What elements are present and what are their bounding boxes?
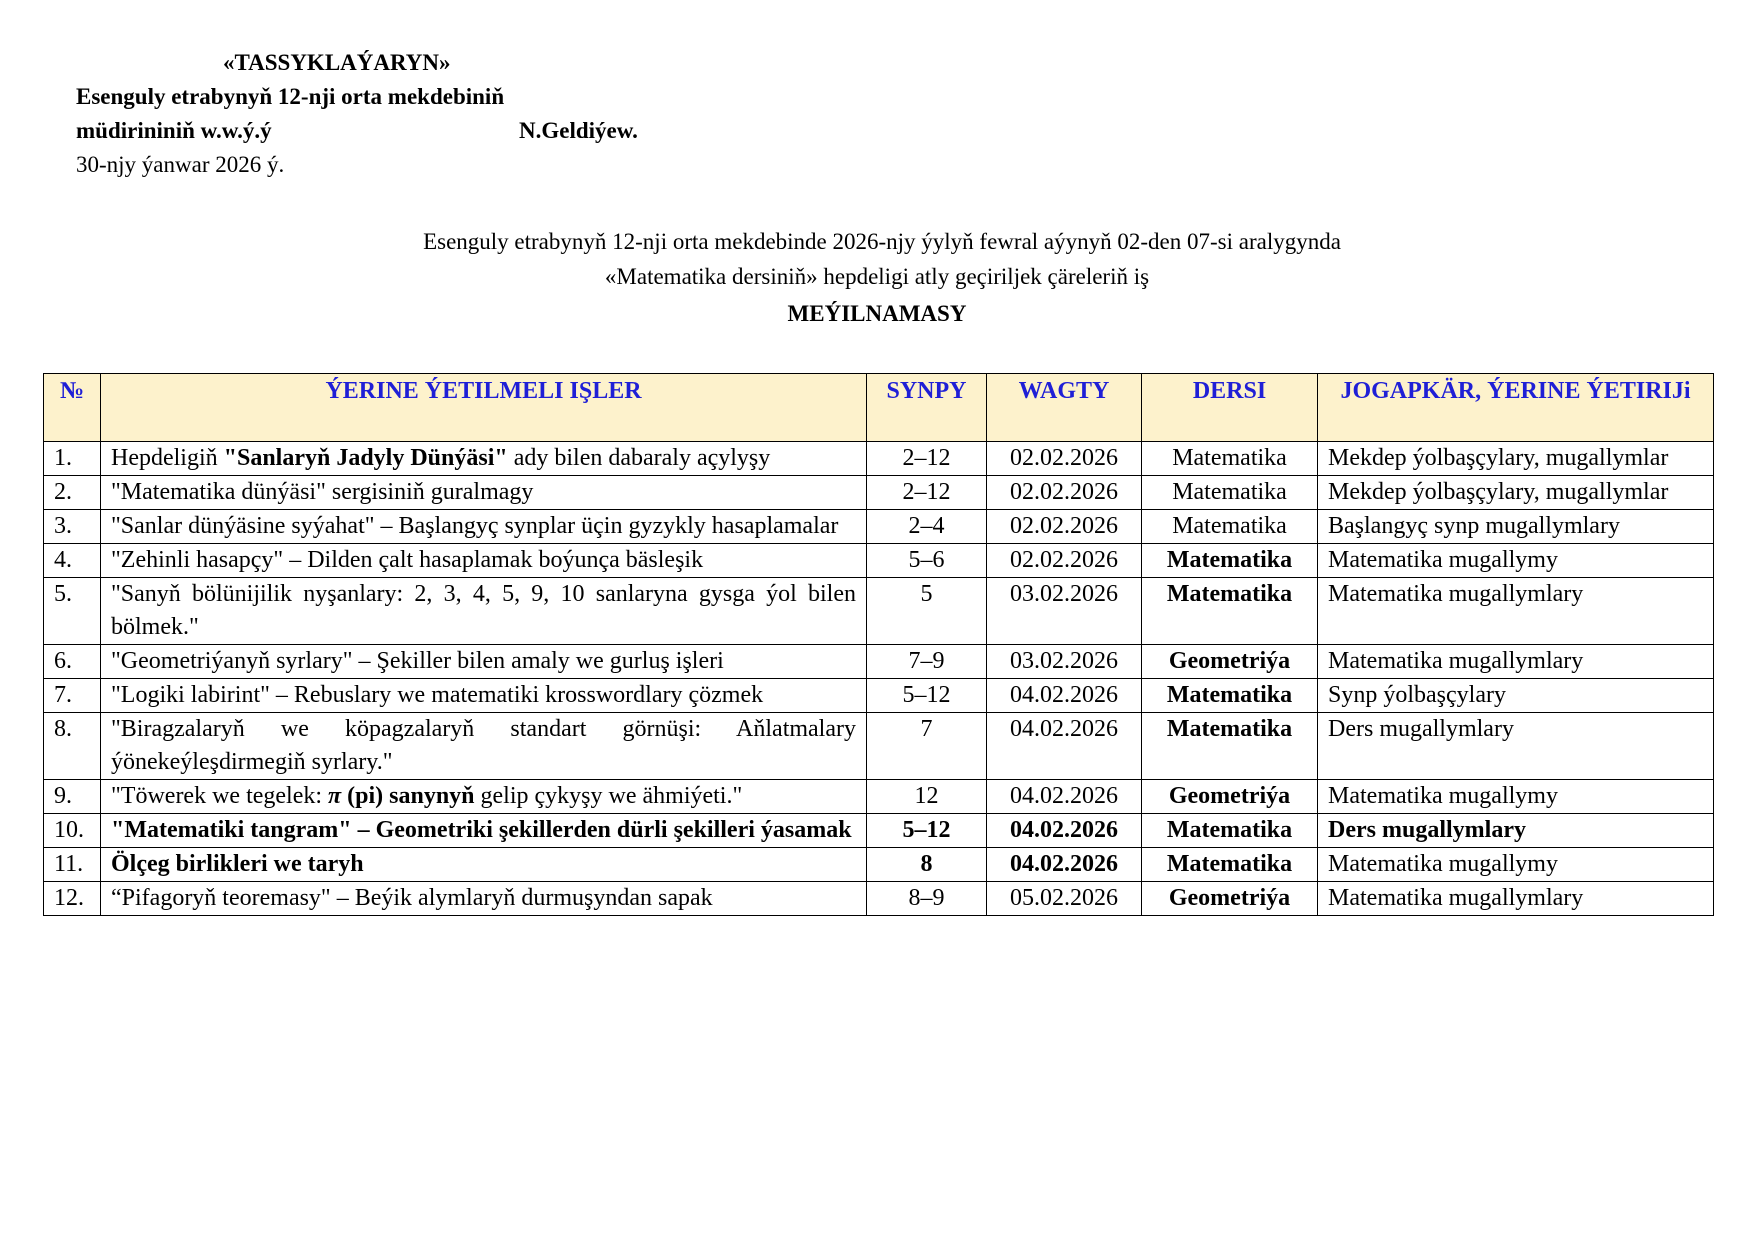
document-heading bbox=[0, 224, 1754, 331]
table-header-row bbox=[44, 374, 1714, 442]
table-row bbox=[44, 882, 1714, 916]
row-date: 04.02.2026 bbox=[987, 780, 1142, 814]
row-subject: Matematika bbox=[1142, 442, 1318, 476]
table-row bbox=[44, 578, 1714, 645]
row-num: 3. bbox=[44, 510, 101, 544]
row-responsible: Matematika mugallymlary bbox=[1318, 645, 1714, 679]
row-responsible: Matematika mugallymlary bbox=[1318, 578, 1714, 645]
row-date: 03.02.2026 bbox=[987, 645, 1142, 679]
row-responsible: Mekdep ýolbaşçylary, mugallymlar bbox=[1318, 442, 1714, 476]
row-num: 11. bbox=[44, 848, 101, 882]
row-date: 02.02.2026 bbox=[987, 442, 1142, 476]
row-date: 04.02.2026 bbox=[987, 814, 1142, 848]
row-work-post: ady bilen dabaraly açylyşy bbox=[507, 445, 771, 471]
row-work: "Logiki labirint" – Rebuslary we matematiki krosswordlary çözmek bbox=[101, 679, 867, 713]
heading-line2: «Matematika dersiniň» hepdeligi atly geçiriljek çäreleriň iş bbox=[604, 264, 1150, 289]
row-date: 03.02.2026 bbox=[987, 578, 1142, 645]
approval-position: müdirininiň w.w.ý.ý bbox=[76, 118, 272, 143]
row-work: "Matematiki tangram" – Geometriki şekillerden dürli şekilleri ýasamak bbox=[101, 814, 867, 848]
row-grade: 5–6 bbox=[867, 544, 987, 578]
row-subject: Matematika bbox=[1142, 578, 1318, 645]
row-subject: Geometriýa bbox=[1142, 645, 1318, 679]
row-responsible: Matematika mugallymlary bbox=[1318, 882, 1714, 916]
header-work: ÝERINE ÝETILMELI IŞLER bbox=[101, 374, 867, 442]
row-date: 05.02.2026 bbox=[987, 882, 1142, 916]
row-grade: 2–12 bbox=[867, 442, 987, 476]
table-row bbox=[44, 544, 1714, 578]
approval-signer: N.Geldiýew. bbox=[519, 118, 638, 143]
row-grade: 12 bbox=[867, 780, 987, 814]
row-subject: Matematika bbox=[1142, 544, 1318, 578]
row-subject: Matematika bbox=[1142, 814, 1318, 848]
approval-title: «TASSYKLAÝARYN» bbox=[223, 50, 451, 75]
pi-symbol: π bbox=[328, 783, 342, 809]
row-grade: 2–12 bbox=[867, 476, 987, 510]
row-grade: 7 bbox=[867, 713, 987, 780]
row-grade: 8–9 bbox=[867, 882, 987, 916]
row-work-pre: "Töwerek we tegelek: bbox=[111, 783, 329, 809]
row-num: 8. bbox=[44, 713, 101, 780]
row-work-bold: (pi) sanynyň bbox=[341, 783, 475, 809]
row-num: 4. bbox=[44, 544, 101, 578]
row-num: 5. bbox=[44, 578, 101, 645]
row-work-post: gelip çykyşy we ähmiýeti." bbox=[474, 783, 743, 809]
heading-line1: Esenguly etrabynyň 12-nji orta mekdebinde 2026-njy ýylyň fewral aýynyň 02-den 07-si aralygynda bbox=[423, 229, 1341, 254]
row-responsible: Ders mugallymlary bbox=[1318, 713, 1714, 780]
row-subject: Matematika bbox=[1142, 713, 1318, 780]
table-row bbox=[44, 780, 1714, 814]
row-work: Ölçeg birlikleri we taryh bbox=[101, 848, 867, 882]
row-date: 04.02.2026 bbox=[987, 848, 1142, 882]
row-work: "Sanyň bölünijilik nyşanlary: 2, 3, 4, 5, 9, 10 sanlaryna gysga ýol bilen bölmek." bbox=[101, 578, 867, 645]
row-num: 7. bbox=[44, 679, 101, 713]
table-row bbox=[44, 645, 1714, 679]
approval-block bbox=[76, 46, 638, 182]
row-work-bold: "Sanlaryň Jadyly Dünýäsi" bbox=[223, 445, 508, 471]
document-title: MEÝILNAMASY bbox=[787, 301, 967, 326]
row-grade: 8 bbox=[867, 848, 987, 882]
row-num: 6. bbox=[44, 645, 101, 679]
row-responsible: Başlangyç synp mugallymlary bbox=[1318, 510, 1714, 544]
row-subject: Matematika bbox=[1142, 476, 1318, 510]
row-date: 02.02.2026 bbox=[987, 544, 1142, 578]
row-work bbox=[101, 442, 867, 476]
header-num: № bbox=[44, 374, 101, 442]
table-row bbox=[44, 814, 1714, 848]
header-responsible: JOGAPKÄR, ÝERINE ÝETIRIJi bbox=[1318, 374, 1714, 442]
row-responsible: Synp ýolbaşçylary bbox=[1318, 679, 1714, 713]
table-row bbox=[44, 848, 1714, 882]
row-num: 2. bbox=[44, 476, 101, 510]
row-responsible: Ders mugallymlary bbox=[1318, 814, 1714, 848]
header-grade: SYNPY bbox=[867, 374, 987, 442]
row-responsible: Matematika mugallymy bbox=[1318, 848, 1714, 882]
row-responsible: Matematika mugallymy bbox=[1318, 544, 1714, 578]
row-grade: 2–4 bbox=[867, 510, 987, 544]
approval-sign-row bbox=[76, 114, 638, 148]
row-subject: Geometriýa bbox=[1142, 780, 1318, 814]
row-work bbox=[101, 780, 867, 814]
row-responsible: Matematika mugallymy bbox=[1318, 780, 1714, 814]
row-work: "Geometriýanyň syrlary" – Şekiller bilen amaly we gurluş işleri bbox=[101, 645, 867, 679]
row-grade: 5 bbox=[867, 578, 987, 645]
row-date: 04.02.2026 bbox=[987, 713, 1142, 780]
row-work: "Sanlar dünýäsine syýahat" – Başlangyç synplar üçin gyzykly hasaplamalar bbox=[101, 510, 867, 544]
approval-date: 30-njy ýanwar 2026 ý. bbox=[76, 152, 285, 177]
table-row bbox=[44, 442, 1714, 476]
row-work-pre: Hepdeligiň bbox=[111, 445, 224, 471]
row-subject: Matematika bbox=[1142, 510, 1318, 544]
row-date: 04.02.2026 bbox=[987, 679, 1142, 713]
row-num: 12. bbox=[44, 882, 101, 916]
row-date: 02.02.2026 bbox=[987, 510, 1142, 544]
row-subject: Matematika bbox=[1142, 848, 1318, 882]
header-subject: DERSI bbox=[1142, 374, 1318, 442]
table-row bbox=[44, 713, 1714, 780]
row-responsible: Mekdep ýolbaşçylary, mugallymlar bbox=[1318, 476, 1714, 510]
row-grade: 7–9 bbox=[867, 645, 987, 679]
row-work: “Pifagoryň teoremasy" – Beýik alymlaryň durmuşyndan sapak bbox=[101, 882, 867, 916]
table-row bbox=[44, 476, 1714, 510]
row-subject: Matematika bbox=[1142, 679, 1318, 713]
row-date: 02.02.2026 bbox=[987, 476, 1142, 510]
row-grade: 5–12 bbox=[867, 814, 987, 848]
row-num: 9. bbox=[44, 780, 101, 814]
approval-school-line: Esenguly etrabynyň 12-nji orta mekdebiniň bbox=[76, 84, 505, 109]
header-time: WAGTY bbox=[987, 374, 1142, 442]
row-work: "Matematika dünýäsi" sergisiniň guralmagy bbox=[101, 476, 867, 510]
row-num: 1. bbox=[44, 442, 101, 476]
table-row bbox=[44, 510, 1714, 544]
row-num: 10. bbox=[44, 814, 101, 848]
table-row bbox=[44, 679, 1714, 713]
row-grade: 5–12 bbox=[867, 679, 987, 713]
row-work: "Biragzalaryň we köpagzalaryň standart görnüşi: Aňlatmalary ýönekeýleşdirmegiň syrlary." bbox=[101, 713, 867, 780]
plan-table bbox=[43, 373, 1714, 916]
row-subject: Geometriýa bbox=[1142, 882, 1318, 916]
row-work: "Zehinli hasapçy" – Dilden çalt hasaplamak boýunça bäsleşik bbox=[101, 544, 867, 578]
